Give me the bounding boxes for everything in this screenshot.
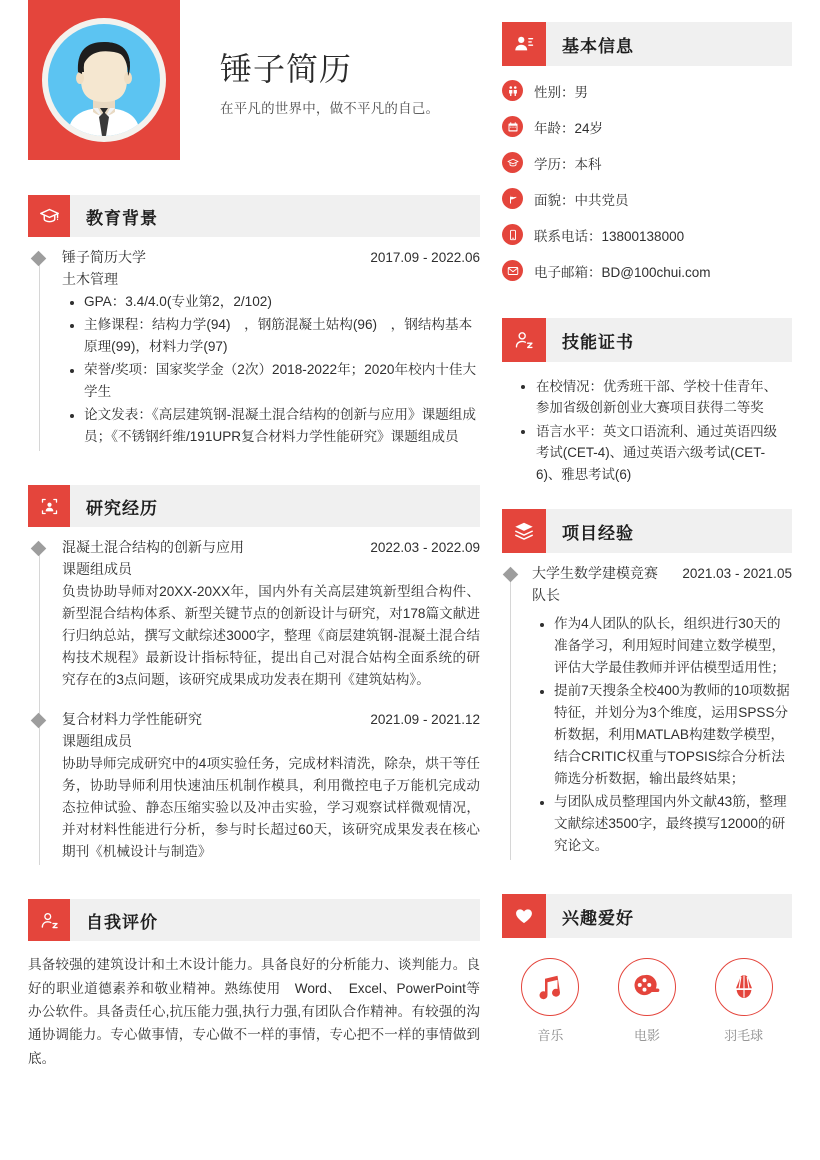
timeline-marker [31, 541, 47, 557]
graduation-cap-icon [502, 152, 523, 173]
list-item: • 提前7天搜条全校400为教师的10项数据特征，并划分为3个维度，运用SPSS分析数据，利用MATLAB构建数学模型，结合CRITIC权重与TOPSIS综合分析法筛选分析数据，输出最终姑果； [554, 680, 792, 790]
user-card-icon [502, 22, 546, 66]
info-value: 电子邮箱：BD@100chui.com [534, 264, 711, 280]
project-date: 2021.09 - 2021.12 [370, 712, 480, 728]
envelope-icon [502, 260, 523, 281]
header-tagline: 在平凡的世界中，做不平凡的自己。 [220, 101, 440, 117]
section-title-hobbies: 兴趣爱好 [562, 908, 634, 928]
list-item: • 与团队成员整理国内外文献43筋，整理文献综述3500字，最终摸写12000的研究论文。 [554, 791, 792, 857]
hobby-item-music [507, 958, 593, 1044]
hobbies-list [502, 938, 792, 1044]
info-value: 面貌：中共党员 [534, 192, 629, 208]
hobby-item-movie [604, 958, 690, 1044]
projects-timeline [502, 553, 792, 864]
section-hobbies [502, 894, 792, 1044]
section-header-research [28, 485, 480, 527]
section-header-education [28, 195, 480, 237]
section-header-skills [502, 318, 792, 362]
section-research [28, 485, 480, 869]
project-role: 课题组成员 [62, 561, 132, 578]
section-projects [502, 509, 792, 864]
project-role: 课题组成员 [62, 733, 132, 750]
film-reel-icon [618, 958, 676, 1016]
timeline-line [39, 545, 40, 865]
phone-icon [502, 224, 523, 245]
project-name: 大学生数学建模竞赛 [532, 565, 658, 582]
section-self-evaluation [28, 899, 480, 1070]
section-header-self-evaluation [28, 899, 480, 941]
right-column [502, 22, 792, 1044]
research-entry [62, 709, 480, 869]
heart-icon [502, 894, 546, 938]
calendar-icon [502, 116, 523, 137]
person-check-icon [502, 318, 546, 362]
project-entry [532, 563, 792, 864]
info-row-phone [502, 224, 792, 245]
list-item: • GPA：3.4/4.0(专业第2，2/102) [84, 291, 480, 313]
project-name: 复合材料力学性能研究 [62, 711, 202, 728]
section-title-research: 研究经历 [86, 498, 158, 518]
page-title: 锤子简历 [220, 51, 353, 87]
education-bullets [62, 291, 480, 448]
list-item: • 论文发表：《高层建筑钢-混凝土混合结构的创新与应用》课题组成员；《不锈钢纤维/191UPR复合材料力学性能研究》课题组成员 [84, 404, 480, 448]
self-evaluation-text: 具备较强的建筑设计和土木设计能力。具备良好的分析能力、谈判能力。良好的职业道德素养和敬业精神。熟练使用 Word、 Excel、PowerPoint等办公软件。具备责任心,抗压能力强,执行力强,有团队合作精神。有较强的沟通协调能力。专心做事情，专心做不一样的事情，专心把不一样的事情做到底。 [28, 957, 480, 1066]
header-text [220, 0, 439, 117]
section-header-basic-info [502, 22, 792, 66]
school-name: 锤子简历大学 [62, 249, 146, 265]
research-entry [62, 537, 480, 709]
hobby-label: 电影 [633, 1028, 660, 1044]
section-title-education: 教育背景 [86, 208, 158, 228]
section-education [28, 195, 480, 455]
music-note-icon [521, 958, 579, 1016]
timeline-line [39, 255, 40, 451]
skills-bullets [518, 376, 786, 485]
researcher-badge-icon [28, 485, 70, 527]
section-skills [502, 318, 792, 485]
project-name: 混凝土混合结构的创新与应用 [62, 539, 244, 556]
gender-icon [502, 80, 523, 101]
project-date: 2022.03 - 2022.09 [370, 540, 480, 556]
hobby-label: 音乐 [537, 1028, 564, 1044]
project-bullets [532, 613, 792, 857]
info-row-political-status [502, 188, 792, 209]
major-name: 土木管理 [62, 271, 118, 287]
project-description: 协助导师完成研究中的4项实验任务，完成材料清洗，除杂，烘干等任务，协助导师利用快速油压机制作模具，利用微控电子万能机完成动态拉伸试验、静态压缩实验以及冲击实验，学习观察试样微观情况，并对材料性能进行分析，参与时长超过60天，该研究成果发表在核心期刊《机械设计与制造》 [62, 756, 480, 860]
skills-body [502, 362, 792, 485]
list-item: • 语言水平：英文口语流利、通过英语四级考试(CET-4)、通过英语六级考试(CET-6)、雅思考试(6) [536, 421, 786, 485]
graduation-cap-icon [28, 195, 70, 237]
info-value: 年龄：24岁 [534, 120, 604, 136]
avatar-container [28, 0, 180, 160]
list-item: • 作为4人团队的队长，组织进行30天的准备学习，利用短时间建立数学模型，评估大学最佳教师并评估模型适用性； [554, 613, 792, 679]
list-item: • 主修课程：结构力学(94) ，钢筋混凝土姑构(96) ，钢结构基本原理(99)，材料力学(97) [84, 314, 480, 358]
badminton-shuttlecock-icon [715, 958, 773, 1016]
hobby-label: 羽毛球 [724, 1028, 764, 1044]
education-timeline [28, 237, 480, 455]
resume-header [0, 0, 480, 178]
education-entry [62, 247, 480, 455]
left-column [28, 195, 480, 1070]
person-check-icon [28, 899, 70, 941]
hobby-item-badminton [701, 958, 787, 1044]
info-value: 性别：男 [534, 84, 588, 100]
education-date: 2017.09 - 2022.06 [370, 250, 480, 265]
info-row-gender [502, 80, 792, 101]
project-description: 负贵协助导师对20XX-20XX年，国内外有关高层建筑新型组合构件、新型混合结构体系、新型关键节点的创新设计与研究，对178篇文献进行归纳总站，撰写文献综述3000字，整理《商层建筑钢-混凝土混合结构技术规程》最新设计指标特征，提出自己对混合姑构全面系统的研究存在的3点问题，该研究成果成功发表在期刊《建筑姑构》。 [62, 584, 480, 688]
section-title-self-evaluation: 自我评价 [86, 912, 158, 932]
avatar-ring [42, 18, 166, 142]
layers-icon [502, 509, 546, 553]
section-header-projects [502, 509, 792, 553]
info-value: 联系电话：13800138000 [534, 228, 685, 244]
section-title-projects: 项目经验 [562, 523, 634, 543]
project-date: 2021.03 - 2021.05 [682, 566, 792, 582]
research-timeline [28, 527, 480, 869]
project-role: 队长 [532, 587, 560, 604]
timeline-marker [31, 251, 47, 267]
timeline-marker [31, 713, 47, 729]
info-value: 学历：本科 [534, 156, 602, 172]
avatar-figure-icon [48, 24, 160, 136]
list-item: • 在校情况：优秀班干部、学校十佳青年、参加省级创新创业大赛项目获得二等奖 [536, 376, 786, 419]
section-title-basic-info: 基本信息 [562, 36, 634, 56]
section-title-skills: 技能证书 [562, 332, 634, 352]
list-item: • 荣誉/奖项：国家奖学金（2次）2018-2022年；2020年校内十佳大学生 [84, 359, 480, 403]
section-basic-info [502, 22, 792, 281]
basic-info-list [502, 66, 792, 281]
male-avatar-illustration [48, 24, 160, 136]
info-row-email [502, 260, 792, 281]
timeline-line [510, 571, 511, 860]
info-row-education [502, 152, 792, 173]
timeline-marker [503, 567, 519, 583]
section-header-hobbies [502, 894, 792, 938]
info-row-age [502, 116, 792, 137]
party-emblem-icon [502, 188, 523, 209]
